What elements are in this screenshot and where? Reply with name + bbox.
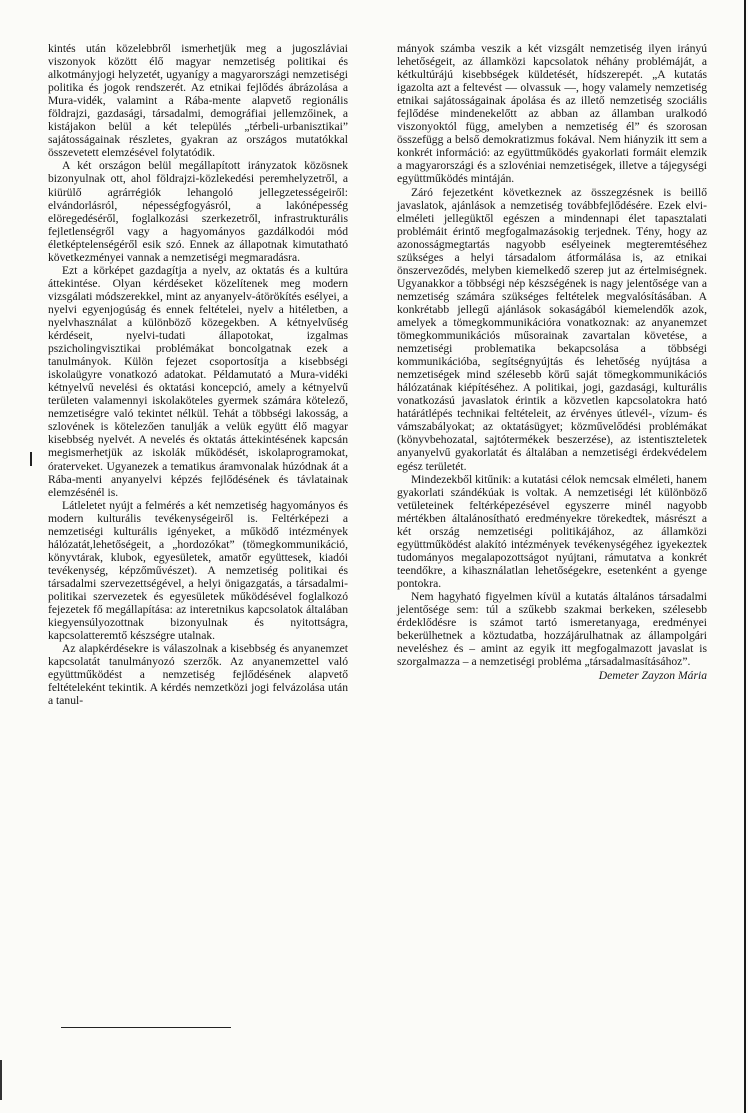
margin-mark [30,452,32,466]
right-paragraph-4: Nem hagyható figyelmen kívül a kutatás általános társadalmi jelentősége sem: túl a szűkebb szakmai berkeken, szélesebb érdeklődésre is számot tartó ismeretanyaga, eredményei bekerülhetnek a köztudatba, hozzájárulhatnak az állampolgári neveléshez és – amint az egyik itt megfogalmazott javaslat is szorgalmazza – a nemzetiségi probléma „társadalmasításához”. [397,589,707,669]
left-paragraph-1: kintés után közelebbről ismerhetjük meg a jugoszláviai viszonyok között élő magyar nemzetiség politikai és alkotmányjogi helyzetét, ugyanígy a magyarországi nemzetiségi politika és jogok rendszerét. Az etnikai fejlődés ábrázolása a Mura-vidék, valamint a Rába-mente alapvető regionális földrajzi, gazdasági, társadalmi, demográfiai jellemzőinek, a kistájakon belül a két település „térbeli-urbanisztikai” sajátosságainak részletes, gyakran az országos mutatókkal összevetett elemzésével folytatódik. [48,42,348,160]
author-signature: Demeter Zayzon Mária [598,669,707,683]
corner-mark [0,1060,2,1100]
left-paragraph-5: Az alapkérdésekre is válaszolnak a kisebbség és anyanemzet kapcsolatát tanulmányozó szerzők. Az anyanemzettel való együttműködést a nemzetiség fejlődésének alapvető feltételeként tekintik. A kérdés nemzetközi jogi felvázolása után a tanul- [48,642,348,708]
left-paragraph-3: Ezt a körképet gazdagítja a nyelv, az oktatás és a kultúra áttekintése. Olyan kérdéseket közelítenek meg modern vizsgálati módszerekkel, mint az anyanyelv-átörökítés esélyei, a nyelvi egyenjogúság és ennek feltételei, nyelv a hitéletben, a nyelvhasználat a különböző közegekben. A kétnyelvűség kérdéseit, nyelvi-tudati állapotokat, izgalmas pszicholingvisztikai problémákat boncolgatnak ezek a tanulmányok. Külön fejezet csoportosítja a kisebbségi iskolaügyre vonatkozó adatokat. Példamutató a Mura-vidéki kétnyelvű nevelési és oktatási koncepció, amely a kétnyelvű területen valamennyi iskolaköteles gyermek számára kötelező, nemzetiségre való tekintet nélkül. Tehát a többségi lakosság, a szlovének is kötelezően tanulják a velük együtt élő magyar kisebbség nyelvét. A nevelés és oktatás áttekintésének kapcsán megismerhetjük az iskolák működését, iskolaprogramokat, óraterveket. Ugyanezek a tematikus áramvonalak húzódnak át a Rába-menti anyanyelvi képzés fejlődésének és távlatainak elemzésénél is. [48,263,348,499]
right-paragraph-3: Mindezekből kitűnik: a kutatási célok nemcsak elméleti, hanem gyakorlati szándékúak is voltak. A nemzetiségi lét különböző vetületeinek feltérképezésével egyszerre minél nagyobb mértékben általánosítható eredményekre törekedtek, másrészt a két ország nemzetiségi politikájához, az államközi együttműködést alakító intézmények tevékenységéhez igyekeztek tudományos megalapozottságot nyújtani, rámutatva a konkrét teendőkre, a kihasználatlan lehetőségekre, esetenként a gyenge pontokra. [397,472,707,590]
footnote-rule [61,1027,231,1028]
right-paragraph-2: Záró fejezetként következnek az összegzésnek is beillő javaslatok, ajánlások a nemzetiség továbbfejlődésére. Ezek elvi-elméleti jellegüktől egészen a mindennapi élet tapasztalati problémáit érintő megfogalmazásokig terjednek. Tény, hogy az azonosságmegtartás nagyobb esélyeinek megteremtéséhez szükséges a helyi társadalom átformálása is, az etnikai önszerveződés, melyben kiemelkedő szerep jut az értelmiségnek. Ugyanakkor a többségi nép készségének is nagy jelentősége van a nemzetiség számára szükséges feltételek megvalósításában. A konkrétabb jellegű ajánlások sokaságából kiemelendők azok, amelyek a tömegkommunikációra vonatkoznak: az anyanemzet tömegkommunikációs műsorainak zavartalan követése, a nemzetiségi problematika bekapcsolása a többségi kommunikációba, segítségnyújtás és lehetőség nyújtása a nemzetiségek mind szélesebb körű saját tömegkommunikációs hálózatának kiépítéséhez. A politikai, jogi, gazdasági, kulturális vonatkozású javaslatok érintik a közvetlen kapcsolatokra ható határátlépés technikai feltételeit, az érvényes útlevél-, vízum- és vámszabályokat; az oktatásügyet; közművelődési problémákat (könyvbehozatal, sajtótermékek beszerzése), az istentiszteletek anyanyelvű gyakorlatát és általában a nemzetiségi érdekvédelem egész területét. [397,185,707,473]
left-column [48,42,348,707]
right-paragraph-1: mányok számba veszik a két vizsgált nemzetiség ilyen irányú lehetőségeit, az államközi kapcsolatok néhány problémáját, a kétkultúrájú kisebbségek küldetését, hídszerepét. „A kutatás igazolta azt a feltevést — olvassuk —, hogy valamely nemzetiség etnikai sajátosságainak ápolása és az illető nemzetiség szociális fejlődése mindenekelőtt az abban az államban uralkodó viszonyoktól függ, amelyben a nemzetiség él” és szorosan összefügg a belső demokratizmus fokával. Nem hiányzik itt sem a konkrét információ: az együttműködés gyakorlati formáit elemzik a magyarországi és a szlovéniai nemzetiségek, illetve a tájegységi együttműködés mintáján. [397,42,707,186]
right-column [397,42,707,682]
page-edge-line [744,0,746,1113]
left-paragraph-4: Látleletet nyújt a felmérés a két nemzetiség hagyományos és modern kulturális tevékenységeiről is. Feltérképezi a nemzetiségi kulturális igényeket, a működő intézmények hálózatát,lehetőségeit, a „hordozókat” (tömegkommunikáció, könyvtárak, klubok, egyesületek, amatőr együttesek, kiadói tevékenység, képzőművészet). A nemzetiség politikai és társadalmi szervezettségével, a helyi önigazgatás, a társadalmi-politikai szervezetek és egyesületek működésével foglalkozó fejezetek fő megállapítása: az interetnikus kapcsolatok általában kiegyensúlyozottnak bizonyulnak és nyitottságra, kapcsolatteremtő készségre utalnak. [48,498,348,643]
left-paragraph-2: A két országon belül megállapított irányzatok közösnek bizonyulnak ott, ahol földrajzi-közlekedési peremhelyzetről, a kiürülő agrárrégiók lehangoló jellegzetességeiről: elvándorlásról, népességfogyásról, a lakónépesség elöregedéséről, foglalkozási szerkezetről, infrastrukturális fejletlenségről vagy a hagyományos gazdálkodói mód életképtelenségéről esik szó. Ennek az állapotnak kimutatható következményei vannak a nemzetiségi megmaradásra. [48,159,348,264]
